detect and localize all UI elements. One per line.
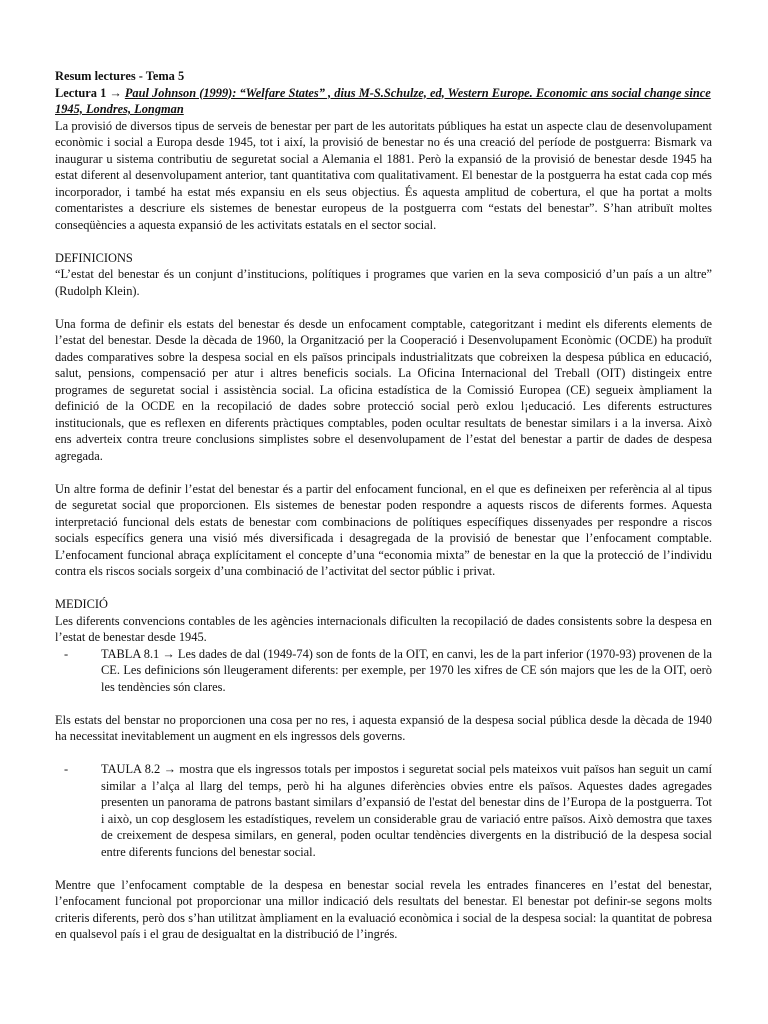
lecture-reference: Paul Johnson (1999): “Welfare States” , dius M-S.Schulze, ed, Western Europe. Economic ans social change since 1945, Londres, Longman: [55, 85, 711, 116]
spacer: [55, 695, 712, 712]
list-item: [55, 761, 712, 860]
closing-paragraph: Mentre que l’enfocament comptable de la despesa en benestar social revela les entrades financeres en l’estat del benestar, l’enfocament funcional pot proporcionar una millor indicació dels resultats del benestar. El benestar pot definir-se segons molts criteris diferents, però dos s’han utilitzat àmpliament en la evaluació econòmica i social de la despesa social: la quantitat de pobresa en qualsevol país i el grau de desigualtat en la distribució de l’ingrés.: [55, 877, 712, 941]
bullet-dash: -: [64, 762, 69, 776]
spacer: [55, 580, 712, 597]
document-title: Resum lectures - Tema 5: [55, 69, 185, 83]
intro-paragraph: La provisió de diversos tipus de serveis de benestar per part de les autoritats públiques ha estat un aspecte clau de desenvolupament econòmic i social a Europa desde 1945, tot i així, la provisió de benestar no és una creació del període de postguerra: Bismark va inaugurar u sistema contributiu de seguretat social a Alemania el 1881. Però la expansió de la provisió de benestar desde 1945 ha estat diferent al desenvolupament anterior, tant quantitativa com qualitativament. El benestar de la postguerra ha estat cada cop més incorporador, i també ha estat més expansiu en els seus objectius. És aquesta amplitud de cobertura, el que ha portat a molts comentaristes a descriure els sistemes de benestar europeus de la postguerra com “estats del benestar”. S’han atribuït moltes conseqüències a aquesta expansió de les activitats estatals en el sector social.: [55, 118, 712, 232]
medicio-heading: MEDICIÓ: [55, 597, 108, 611]
document-page: [55, 68, 712, 943]
definicions-heading: DEFINICIONS: [55, 250, 133, 265]
definicions-quote: “L’estat del benestar és un conjunt d’institucions, polítiques i programes que varien en la seva composició d’un país a un altre” (Rudolph Klein).: [55, 267, 712, 298]
lecture-heading: [55, 85, 712, 118]
lecture-prefix: Lectura 1 →: [55, 85, 125, 100]
spacer: [55, 464, 712, 481]
spacer: [55, 299, 712, 316]
bullet-text-taula-8-2: TAULA 8.2 → mostra que els ingressos totals per impostos i seguretat social pels mateixos vuit països han seguit un camí similar a l’alça al llarg del temps, però hi ha algunes diferències obvies entre els països. Aquestes dades agregades presenten un panorama de patrons bastant similars d’expansió de l'estat del benestar dins de l’Europa de la postguerra. Tot i això, un cop desglosem les estadístiques, revelem un considerable grau de variació entre països. Això demostra que taxes de creixement de despesa similars, en general, poden ocultar tendències divergents en la distribució de la despesa social entre diferents funcions del benestar social.: [101, 762, 712, 859]
bullet-text-tabla-8-1: TABLA 8.1 → Les dades de dal (1949-74) son de fonts de la OIT, en canvi, les de la part inferior (1970-93) provenen de la CE. Les definicions són lleugerament diferents: per exemple, per 1970 les xifres de CE són majors que les de la OIT, oerò les tendències són clares.: [101, 646, 712, 694]
definicions-paragraph-2: Un altre forma de definir l’estat del benestar és a partir del enfocament funcional, en el que es defineixen per referència al al tipus de seguretat social que proporcionen. Els sistemes de benestar poden respondre a aquests riscos de diferents formes. Aquesta interpretació funcional dels estats de benestar com combinacions de polítiques específiques dissenyades per respondre a riscos socials específics genera una visió més diversificada i desagregada de la provisió de benestar que l’enfocament comptable. L’enfocament funcional abraça explícitament el concepte d’una “economia mixta” de benestar en la que la protecció de l’individu contra els riscos socials sorgeix d’una combinació de l’activitat del sector públic i privat.: [55, 481, 712, 578]
list-item: [55, 646, 712, 696]
bullet-dash: -: [64, 646, 69, 661]
spacer: [55, 860, 712, 877]
medicio-paragraph-2: Els estats del benstar no proporcionen una cosa per no res, i aquesta expansió de la despesa social pública desde la dècada de 1940 ha necessitat inevitablement un augment en els ingressos dels governs.: [55, 712, 712, 743]
definicions-paragraph-1: Una forma de definir els estats del benestar és desde un enfocament comptable, categoritzant i medint els diferents elements de l’estat del benestar. Desde la dècada de 1960, la Organització per la Cooperació i Desenvolupament Econòmic (OCDE) ha produït dades comparatives sobre la despesa social en els països principals industrialitzats que cobreixen la despesa pública en educació, salut, pensions, compensació per atur i altres beneficis socials. La Oficina Internacional del Treball (OIT) distingeix entre programes de seguretat social i assistència social. La oficina estadística de la Comissió Europea (CE) segueix àmpliament la definició de la OCDE en la recopilació de dades sobre protecció social però exlou l¡educació. Les diferents estructures institucionals, que es reflexen en diferents pràctiques comptables, poden ocultar resultats de benestar similars i a la inversa. Això ens adverteix contra treure conclusions simplistes sobre el desenvolupament de l’estat del benestar a partir de dades de despesa agregada.: [55, 316, 712, 463]
spacer: [55, 745, 712, 762]
medicio-paragraph-1: Les diferents convencions contables de les agències internacionals dificulten la recopilació de dades consistents sobre la despesa en l’estat de benestar desde 1945.: [55, 613, 712, 644]
spacer: [55, 233, 712, 250]
